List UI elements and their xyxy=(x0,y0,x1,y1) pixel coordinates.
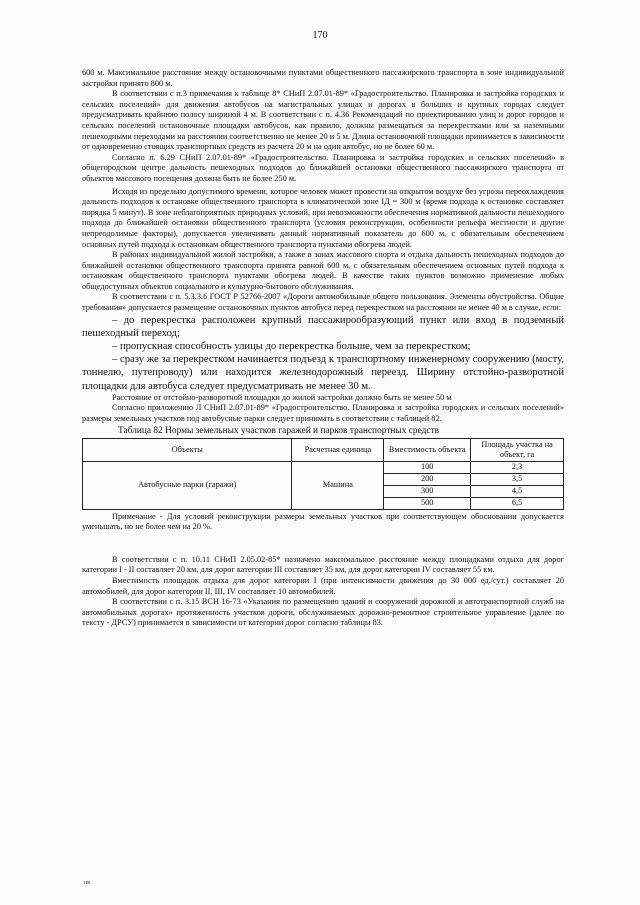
list-item: – до перекрестка расположен крупный пассажирообразующий пункт или вход в подземный пешеходный переход; xyxy=(82,314,564,339)
table-cell-object: Автобусные парки (гаражи) xyxy=(83,461,292,509)
table-header-row xyxy=(83,438,564,461)
paragraph: Согласно п. 6.29 СНиП 2.07.01-89* «Градостроительство. Планировка и застройка городских и сельских поселений» в общегородском центре дальность пешеходных подходов до ближайшей остановки общественного пассажирского транспорта от объектов массового посещения должна быть не более 250 м. xyxy=(82,152,564,183)
table-header-cell: Расчетная единица xyxy=(292,438,384,461)
table-cell: 2,3 xyxy=(471,461,564,473)
list-item: – сразу же за перекрестком начинается подъезд к транспортному инженерному сооружению (мосту, тоннелю, путепроводу) или находится железнодорожный переезд. Ширину отстойно-разворотной площадки для автобуса следует предусматривать не менее 30 м. xyxy=(82,354,564,392)
paragraph: В соответствии с п.3 примечания к таблице 8* СНиП 2.07.01-89* «Градостроительство. Планировка и застройка городских и сельских поселений» для движения автобусов на магистральных улицах и дорогах в больших и крупных городах следует предусматривать крайнюю полосу шириной 4 м. В соответствии с п. 4.36 Рекомендаций по проектированию улиц и дорог городов и сельских поселений остановочные площадки автобусов, как правило, должны размещаться за перекрестками или за наземными пешеходными переходами на расстоянии соответственно не менее 20 и 5 м. Длина остановочной площадки принимается в зависимости от одновременно стоящих транспортных средств из расчета 20 м на один автобус, но не более 60 м. xyxy=(82,89,564,152)
list-item: – пропускная способность улицы до перекрестка больше, чем за перекрестком; xyxy=(112,341,471,353)
table-cell: 300 xyxy=(384,485,471,497)
table-caption: Таблица 82 Нормы земельных участков гаражей и парков транспортных средств xyxy=(118,425,440,436)
paragraph: Расстояние от отстойно-разворотной площадки до жилой застройки должно быть не менее 50 м xyxy=(112,392,452,402)
table-cell-unit: Машина xyxy=(292,461,384,509)
table-cell: 3,5 xyxy=(471,473,564,485)
table-header-cell: Площадь участка на объект, га xyxy=(471,438,564,461)
footer-mark: нв xyxy=(84,880,91,886)
table-header-cell: Вместимость объекта xyxy=(384,438,471,461)
paragraph: Вместимость площадок отдыха для дорог категории I (при интенсивности движения до 30 000 ед./сут.) составляет 20 автомобилей, для дорог категории II, III, IV составляет 10 автомобилей. xyxy=(82,576,564,596)
paragraph: В соответствии с п. 3.15 ВСН 16-73 «Указания по размещению зданий и сооружений дорожной и автотранспортной служб на автомобильных дорогах» протяженность участков дороги, обслуживаемых дорожно-ремонтное строительное управление (далее по тексту - ДРСУ) принимается в зависимости от категории дорог согласно таблицы 83. xyxy=(82,597,564,628)
document-body xyxy=(82,68,564,629)
paragraph: В соответствии с п. 5.3.3.6 ГОСТ Р 52766-2007 «Дороги автомобильные общего пользования. Элементы обустройства. Общие требования» допускается размещение остановочных пунктов автобуса перед перекрестком на расстоянии не менее 40 м в случае, если: xyxy=(82,292,564,313)
paragraph: Исходя из предельно допустимого времени, которое человек может провести на открытом воздухе без угрозы переохлаждения дальность подходов к остановке общественного транспорта в климатической зоне IД = 300 м (время подхода к остановке составляет порядка 5 минут). В зоне неблагоприятных природных условий, при невозможности обеспечения нормативной дальности пешеходного подхода до ближайшей остановки общественного транспорта (условия реконструкции, особенности рельефа местности и другие непреодолимые факторы), допускается увеличивать данный нормативный показатель до 600 м, с обязательным обеспечением основных путей подхода к остановкам общественного транспорта пунктами обогрева людей. xyxy=(82,186,564,249)
table-note: Примечание - Для условий реконструкции размеры земельных участков при соответствующем обосновании допускается уменьшать, но не более чем на 20 %. xyxy=(82,511,564,532)
table-cell: 4,5 xyxy=(471,485,564,497)
table-header-cell: Объекты xyxy=(83,438,292,461)
table-cell: 500 xyxy=(384,497,471,509)
norms-table xyxy=(82,438,564,510)
spacer xyxy=(82,533,564,555)
table-cell: 100 xyxy=(384,461,471,473)
table-cell: 200 xyxy=(384,473,471,485)
page-number: 170 xyxy=(312,30,328,41)
paragraph: В районах индивидуальной жилой застройки, а также в зонах массового спорта и отдыха дальность пешеходных подходов до ближайшей остановки общественного транспорта принята равной 600 м, с обязательным обеспечением основных путей подхода к остановкам общественного транспорта пунктами обогрева людей. В качестве таких пунктов возможно применение любых общедоступных объектов социального и культурно-бытового обслуживания. xyxy=(82,250,564,291)
paragraph: 600 м. Максимальное расстояние между остановочными пунктами общественного пассажирского транспорта в зоне индивидуальной застройки принято 800 м. xyxy=(82,68,564,88)
table-row xyxy=(83,461,564,473)
paragraph: Согласно приложению Л СНиП 2.07.01-89* «Градостроительство. Планировка и застройка городских и сельских поселений» размеры земельных участков под автобусные парки следует принимать в соответствии с таблицей 82. xyxy=(82,403,564,424)
paragraph: В соответствии с п. 10.11 СНиП 2.05.02-85* назначено максимальное расстояние между площадками отдыха для дорог категории I - II составляет 20 км, для дорог категории III составляет 35 км, для дорог категории IV составляет 55 км. xyxy=(82,554,564,575)
table-cell: 6,5 xyxy=(471,497,564,509)
